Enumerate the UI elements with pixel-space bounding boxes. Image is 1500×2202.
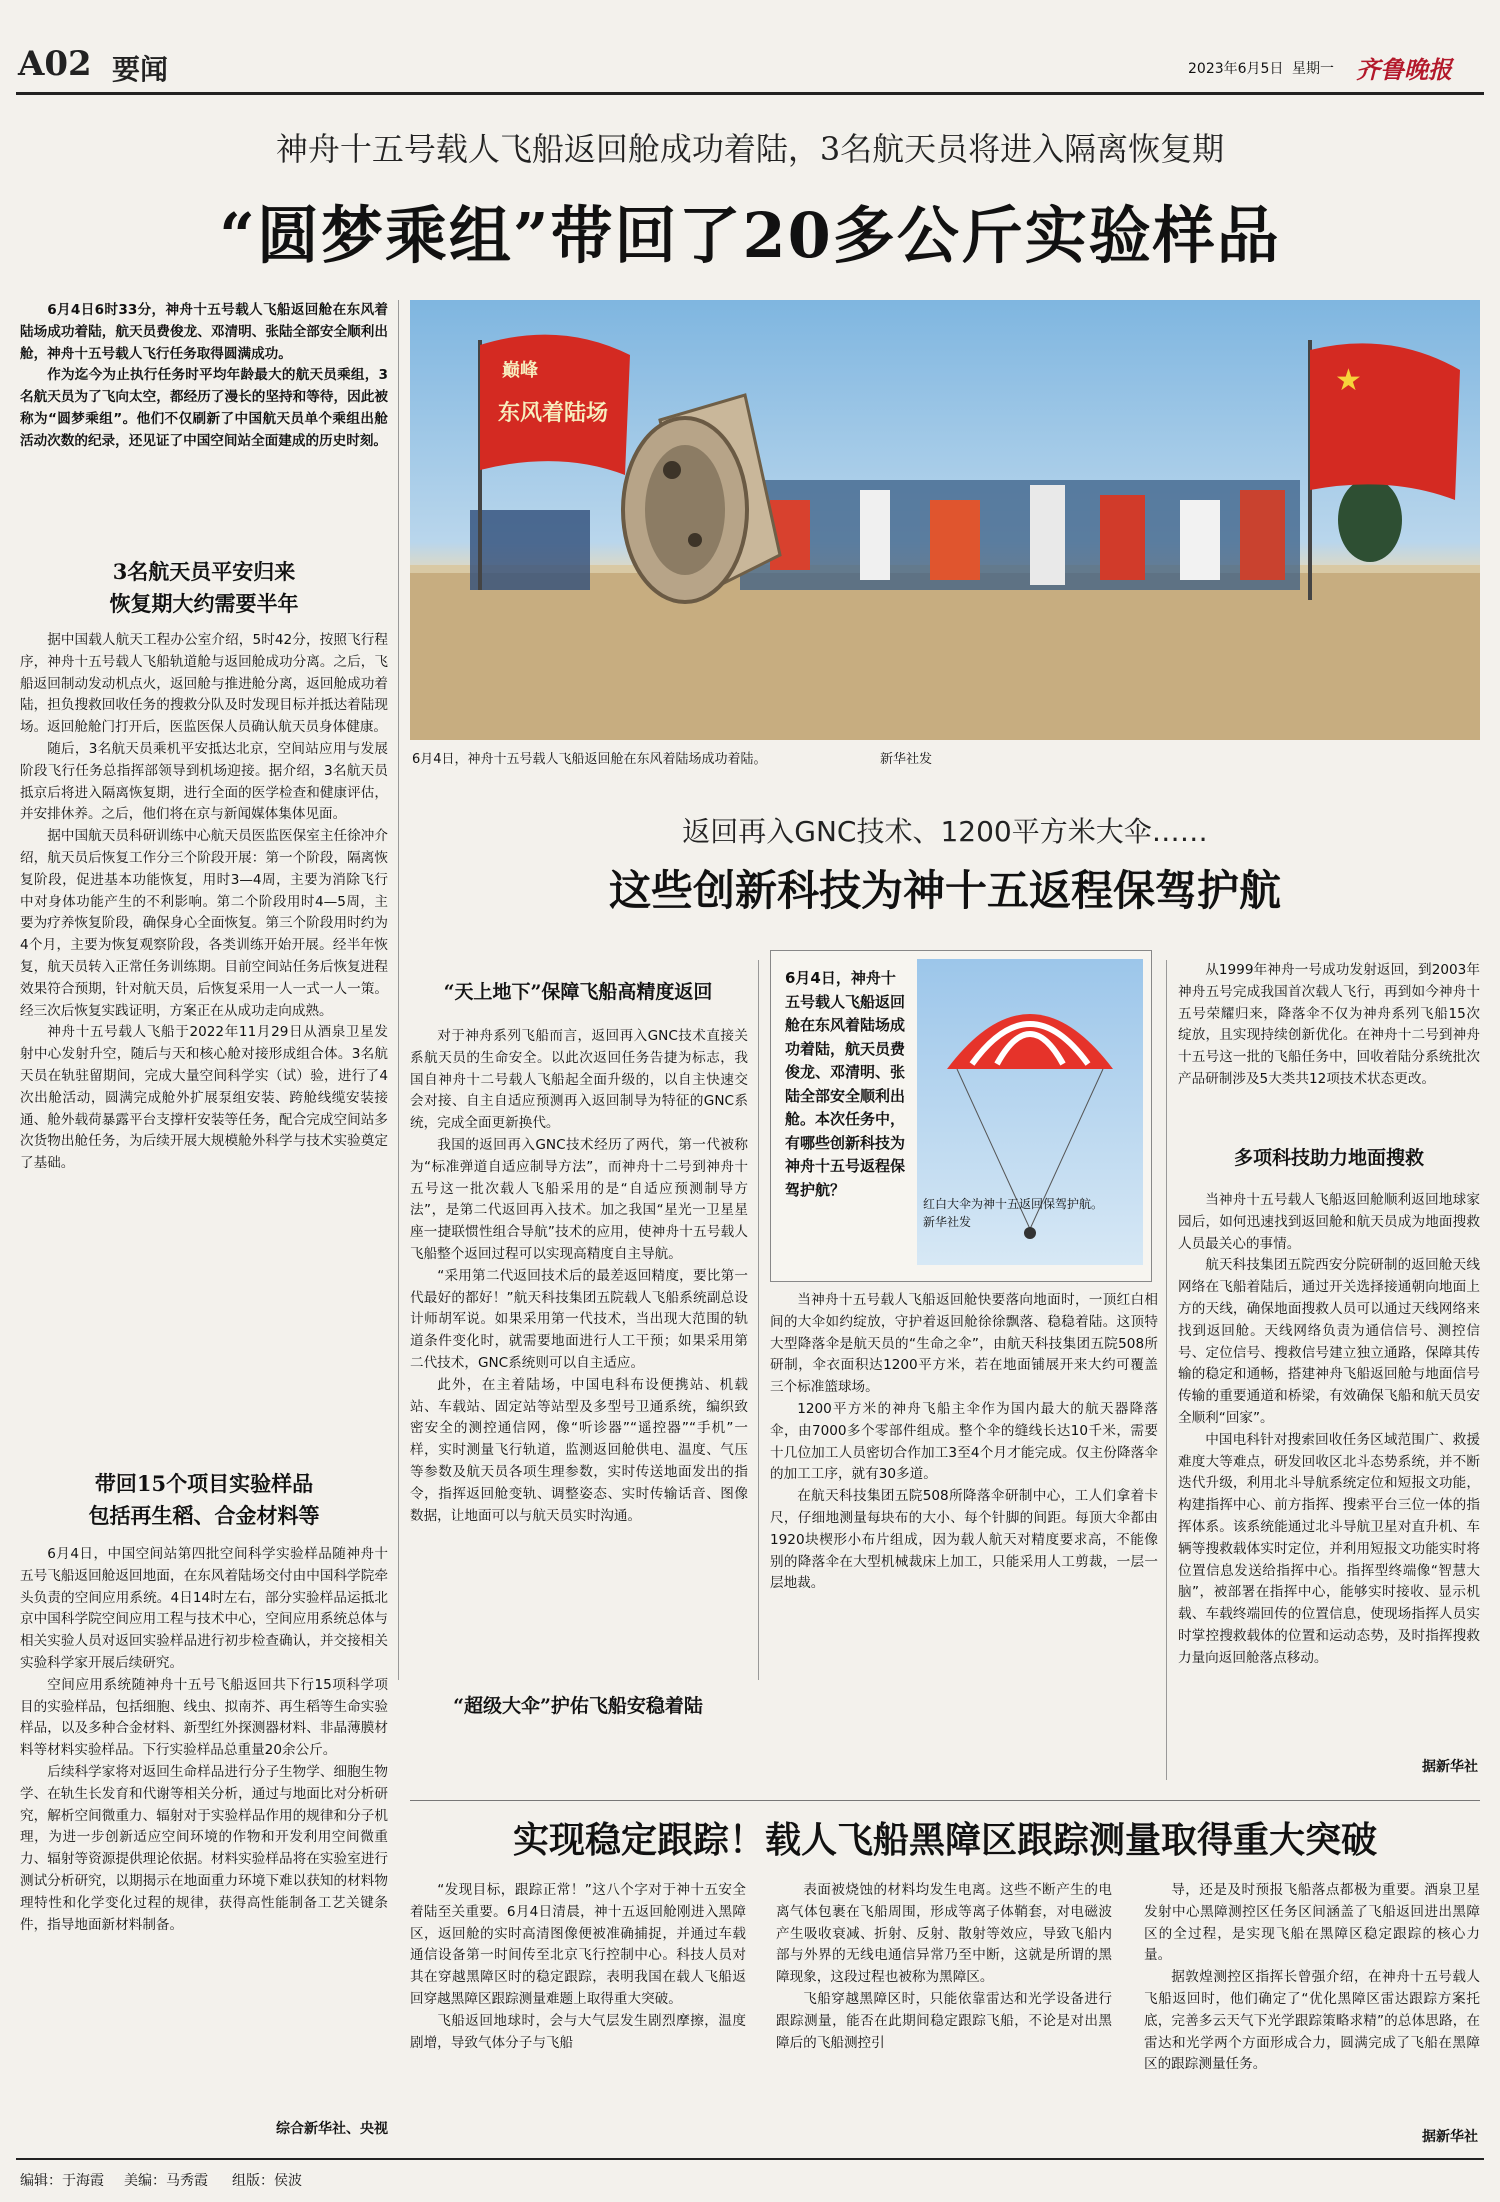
page-number: A02 xyxy=(18,44,92,84)
subhead-samples xyxy=(20,1468,388,1532)
body-paragraph: “发现目标，跟踪正常！”这八个字对于神十五安全着陆至关重要。6月4日清晨，神十五返回舱刚进入黑障区，返回舱的实时高清图像便被准确捕捉，并通过车载通信设备第一时间传至北京飞行控制中心。科技人员对其在穿越黑障区时的稳定跟踪，表明我国在载人飞船返回穿越黑障区跟踪测量难题上取得重大突破。 xyxy=(410,1882,746,2007)
lead-paragraph: 作为迄今为止执行任务时平均年龄最大的航天员乘组，3名航天员为了飞向太空，都经历了漫长的坚持和等待，因此被称为“圆梦乘组”。他们不仅刷新了中国航天员单个乘组出舱活动次数的纪录，还见证了中国空间站全面建成的历史时刻。 xyxy=(20,367,388,449)
subhead-line: 恢复期大约需要半年 xyxy=(109,591,299,616)
body-paragraph: 在航天科技集团五院508所降落伞研制中心，工人们拿着卡尺，仔细地测量每块布的大小、每个针脚的间距。每顶大伞都由1920块楔形小布片组成，因为载人航天对精度要求高，不能像别的降落伞在大型机械裁床上加工，只能采用人工剪裁，一层一层地裁。 xyxy=(770,1488,1158,1592)
body-paragraph: 对于神舟系列飞船而言，返回再入GNC技术直接关系航天员的生命安全。以此次返回任务告捷为标志，我国自神舟十二号载人飞船起全面升级的，以自主快速交会对接、自主自适应预测再入返回制导为特征的GNC系统，完成全面更新换代。 xyxy=(410,1028,748,1132)
subhead-line: 包括再生稻、合金材料等 xyxy=(88,1503,320,1528)
section-name: 要闻 xyxy=(112,53,169,86)
body-paragraph: 飞船返回地球时，会与大气层发生剧烈摩擦，温度剧增，导致气体分子与飞船 xyxy=(410,2012,746,2051)
subhead-return xyxy=(20,556,388,620)
track-col-1 xyxy=(410,1880,746,2142)
body-paragraph: 当神舟十五号载人飞船返回舱顺利返回地球家园后，如何迅速找到返回舱和航天员成为地面搜救人员最关心的事情。 xyxy=(1178,1192,1480,1252)
flag-left-text-1: 巅峰 xyxy=(502,360,538,381)
body-paragraph: 中国电科针对搜索回收任务区域范围广、救援难度大等难点，研发回收区北斗态势系统，并不断迭代升级，利用北斗导航系统定位和短报文功能，构建指挥中心、前方指挥、搜索平台三位一体的指挥体系。该系统能通过北斗导航卫星对直升机、车辆等搜救载体实时定位，并利用短报文功能实时将位置信息发送给指挥中心。指挥型终端像“智慧大脑”，被部署在指挥中心，能够实时接收、显示机载、车载终端回传的位置信息，使现场指挥人员实时掌控搜救载体的位置和运动态势，及时指挥搜救力量向返回舱落点移动。 xyxy=(1178,1431,1480,1666)
track-col-3 xyxy=(1144,1880,1480,2124)
track-credit: 据新华社 xyxy=(1422,2129,1478,2145)
issue-weekday: 星期一 xyxy=(1292,61,1334,77)
track-headline: 实现稳定跟踪！载人飞船黑障区跟踪测量取得重大突破 xyxy=(512,1819,1377,1861)
column-divider xyxy=(398,300,399,1680)
body-paragraph: 飞船穿越黑障区时，只能依靠雷达和光学设备进行跟踪测量，能否在此期间稳定跟踪飞船，不论是对出黑障后的飞船测控引 xyxy=(776,1990,1112,2051)
parachute-caption: 红白大伞为神十五返回保驾护航。新华社发 xyxy=(923,1197,1104,1229)
paper-logo: 齐鲁晚报 xyxy=(1356,55,1452,84)
body-paragraph: 空间应用系统随神舟十五号飞船返回共下行15项科学项目的实验样品，包括细胞、线虫、拟南芥、再生稻等生命实验样品，以及多种合金材料、新型红外探测器材料、非晶薄膜材料等材料实验样品。下行实验样品总重量20余公斤。 xyxy=(20,1676,388,1759)
section-rule xyxy=(410,1800,1480,1801)
footer-proof: 组版：侯波 xyxy=(232,2173,302,2189)
body-paragraph: 6月4日，中国空间站第四批空间科学实验样品随神舟十五号飞船返回舱返回地面，在东风着陆场交付由中国科学院牵头负责的空间应用系统。4日14时左右，部分实验样品运抵北京中国科学院空间应用工程与技术中心，空间应用系统总体与相关实验人员对返回实验样品进行初步检查确认，并交接相关实验科学家开展后续研究。 xyxy=(20,1546,388,1671)
subhead-gnc: “天上地下”保障飞船高精度返回 xyxy=(443,981,713,1003)
flag-right xyxy=(1310,340,1460,600)
main-body-1 xyxy=(20,630,388,1466)
subhead-search: 多项科技助力地面搜救 xyxy=(1233,1147,1424,1169)
parachute-image xyxy=(917,959,1143,1265)
body-paragraph: 表面被烧蚀的材料均发生电离。这些不断产生的电离气体包裹在飞船周围，形成等离子体鞘套，对电磁波产生吸收衰减、折射、反射、散射等效应，导致飞船内部与外界的无线电通信异常乃至中断，这就是所谓的黑障现象，这段过程也被称为黑障区。 xyxy=(776,1882,1112,1986)
body-paragraph: 此外，在主着陆场，中国电科布设便携站、机载站、车载站、固定站等站型及多型号卫通系统，编织致密安全的测控通信网，像“听诊器”“遥控器”“手机”一样，实时测量飞行轨道，监测返回舱供电、温度、气压等参数及航天员各项生理参数，实时传送地面发出的指令，指挥返回舱变轨、调整姿态、实时传输话音、图像数据，让地面可以与航天员实时沟通。 xyxy=(410,1376,748,1524)
body-paragraph: 航天科技集团五院西安分院研制的返回舱天线网络在飞船着陆后，通过开关选择接通朝向地面上方的天线，确保地面搜救人员可以通过天线网络来找到返回舱。天线网络负责为通信信号、测控信号、定位信号、搜救信号建立独立通路，保障其传输的稳定和通畅，搭建神舟飞船返回舱与地面信号传输的重要通道和桥梁，有效确保飞船和航天员安全顺利“回家”。 xyxy=(1178,1257,1480,1426)
track-col-2 xyxy=(776,1880,1112,2142)
subhead-line: 带回15个项目实验样品 xyxy=(94,1471,314,1496)
body-paragraph: 据中国航天员科研训练中心航天员医监医保室主任徐冲介绍，航天员后恢复工作分三个阶段开展：第一个阶段，隔离恢复阶段，促进基本功能恢复，用时3—4周，主要为消除飞行中对身体功能产生的不利影响。第二个阶段用时4—5周，主要为疗养恢复阶段，确保身心全面恢复。第三个阶段用时约为4个月，主要为恢复观察阶段，各类训练开始开展。经半年恢复，航天员转入正常任务训练期。目前空间站任务后恢复进程效果符合预期，针对航天员，后恢复采用一人一式一人一策。经三次后恢复实践证明，方案正在从成功走向成熟。 xyxy=(20,828,388,1019)
footer-rule xyxy=(16,2158,1484,2160)
tech-credit: 据新华社 xyxy=(1422,1759,1478,1775)
main-headline: “圆梦乘组”带回了20多公斤实验样品 xyxy=(219,199,1281,272)
tech-col-b xyxy=(770,1290,1158,1780)
tech-kicker: 返回再入GNC技术、1200平方米大伞…… xyxy=(682,815,1208,848)
body-paragraph: 后续科学家将对返回生命样品进行分子生物学、细胞生物学、在轨生长发育和代谢等相关分析，通过与地面比对分析研究，解析空间微重力、辐射对于实验样品作用的规律和分子机理，为进一步创新适应空间环境的作物和开发利用空间微重力、辐射等资源提供理论依据。材料实验样品将在实验室进行测试分析研究，以期揭示在地面重力环境下难以获知的材料物理特性和化学变化过程的规律，获得高性能制备工艺关键条件，指导地面新材料制备。 xyxy=(20,1763,388,1933)
landing-photo xyxy=(410,300,1480,740)
photo-credit: 新华社发 xyxy=(880,752,933,767)
body-paragraph: 导，还是及时预报飞船落点都极为重要。酒泉卫星发射中心黑障测控区任务区间涵盖了飞船返回进出黑障区的全过程，是实现飞船在黑障区稳定跟踪的核心力量。 xyxy=(1144,1882,1480,1964)
header-rule xyxy=(16,92,1484,95)
tech-col-a xyxy=(410,1026,748,1666)
body-paragraph: 神舟十五号载人飞船于2022年11月29日从酒泉卫星发射中心发射升空，随后与天和核心舱对接形成组合体。3名航天员在轨驻留期间，完成大量空间科学实（试）验，进行了4次出舱活动，圆满完成舱外扩展泵组安装、跨舱线缆安装接通、舱外载荷暴露平台支撑杆安装等任务，配合完成空间站多次货物出舱任务，为后续开展大规模舱外科学与技术实验奠定了基础。 xyxy=(20,1024,388,1172)
sidebar-text: 6月4日，神舟十五号载人飞船返回舱在东风着陆场成功着陆，航天员费俊龙、邓清明、张陆全部安全顺利出舱。本次任务中，有哪些创新科技为神舟十五号返程保驾护航？ xyxy=(785,969,906,1199)
footer-editor: 编辑：于海霞 xyxy=(20,2173,104,2189)
body-paragraph: 1200平方米的神舟飞船主伞作为国内最大的航天器降落伞，由7000多个零部件组成。整个伞的缝线长达10千米，需要十几位加工人员密切合作加工3至4个月才能完成。仅主份降落伞的加工工序，就有30多道。 xyxy=(770,1400,1158,1483)
sidebar-box xyxy=(770,950,1152,1282)
desert-ground xyxy=(410,570,1480,740)
main-lead xyxy=(20,300,388,534)
subhead-parachute: “超级大伞”护佑飞船安稳着陆 xyxy=(453,1695,703,1717)
footer-designer: 美编：马秀霞 xyxy=(124,2173,208,2189)
body-paragraph: 当神舟十五号载人飞船返回舱快要落向地面时，一顶红白相间的大伞如约绽放，守护着返回舱徐徐飘落、稳稳着陆。这顶特大型降落伞是航天员的“生命之伞”，由航天科技集团五院508所研制，伞衣面积达1200平方米，若在地面铺展开来大约可覆盖三个标准篮球场。 xyxy=(770,1292,1158,1396)
subhead-line: 3名航天员平安归来 xyxy=(112,559,296,584)
body-paragraph: 据中国载人航天工程办公室介绍，5时42分，按照飞行程序，神舟十五号载人飞船轨道舱与返回舱成功分离。之后，飞船返回制动发动机点火，返回舱与推进舱分离，返回舱成功着陆，担负搜救回收任务的搜救分队及时发现目标并抵达着陆现场。返回舱舱门打开后，医监医保人员确认航天员身体健康。 xyxy=(20,632,388,736)
photo-scene xyxy=(410,300,1480,740)
body-paragraph: 从1999年神舟一号成功发射返回，到2003年神舟五号完成我国首次载人飞行，再到如今神舟十五号荣耀归来，降落伞不仅为神舟系列飞船15次绽放，且实现持续创新优化。在神舟十二号到神舟十五号这一批的飞船任务中，回收着陆分系统批次产品研制涉及5大类共12项技术状态更改。 xyxy=(1178,962,1480,1087)
body-paragraph: 随后，3名航天员乘机平安抵达北京，空间站应用与发展阶段飞行任务总指挥部领导到机场迎接。据介绍，3名航天员抵京后将进入隔离恢复期，进行全面的医学检查和健康评估，并安排休养。之后，他们将在京与新闻媒体集体见面。 xyxy=(20,740,388,823)
tech-col-c xyxy=(1178,960,1480,1136)
flag-left-text-2: 东风着陆场 xyxy=(498,401,609,426)
photo-caption: 6月4日，神舟十五号载人飞船返回舱在东风着陆场成功着陆。 xyxy=(412,752,767,767)
body-paragraph: “采用第二代返回技术后的最差返回精度，要比第一代最好的都好！”航天科技集团五院载人飞船系统副总设计师胡军说。如果采用第一代技术，当出现大范围的轨道条件变化时，就需要地面进行人工干预；如果采用第二代技术，GNC系统则可以自主适应。 xyxy=(410,1267,748,1371)
tech-col-c2 xyxy=(1178,1190,1480,1750)
column-divider xyxy=(1166,960,1167,1780)
column-divider xyxy=(758,960,759,1680)
antenna-dish xyxy=(1338,478,1402,562)
body-paragraph: 据敦煌测控区指挥长曾强介绍，在神舟十五号载人飞船返回时，他们确定了“优化黑障区雷达跟踪方案托底，完善多云天气下光学跟踪策略求精”的总体思路，在雷达和光学两个方面形成合力，圆满完成了飞船在黑障区的跟踪测量任务。 xyxy=(1144,1969,1480,2073)
lead-paragraph: 6月4日6时33分，神舟十五号载人飞船返回舱在东风着陆场成功着陆，航天员费俊龙、邓清明、张陆全部安全顺利出舱，神舟十五号载人飞行任务取得圆满成功。 xyxy=(20,302,388,362)
svg-text:★: ★ xyxy=(1335,363,1362,398)
main-body-2 xyxy=(20,1544,388,2140)
main-kicker: 神舟十五号载人飞船返回舱成功着陆，3名航天员将进入隔离恢复期 xyxy=(275,130,1225,168)
tech-headline: 这些创新科技为神十五返程保驾护航 xyxy=(608,866,1281,915)
body-paragraph: 我国的返回再入GNC技术经历了两代，第一代被称为“标准弹道自适应制导方法”，而神舟十二号到神舟十五号这一批次载人飞船采用的是“自适应预测制导方法”，是第二代返回再入技术。加之我国“星光一卫星星座一捷联惯性组合导航”技术的应用，使神舟十五号载人飞船整个返回过程可以实现高精度自主导航。 xyxy=(410,1136,748,1262)
main-credit: 综合新华社、央视 xyxy=(276,2121,388,2137)
issue-date: 2023年6月5日 xyxy=(1188,61,1284,77)
